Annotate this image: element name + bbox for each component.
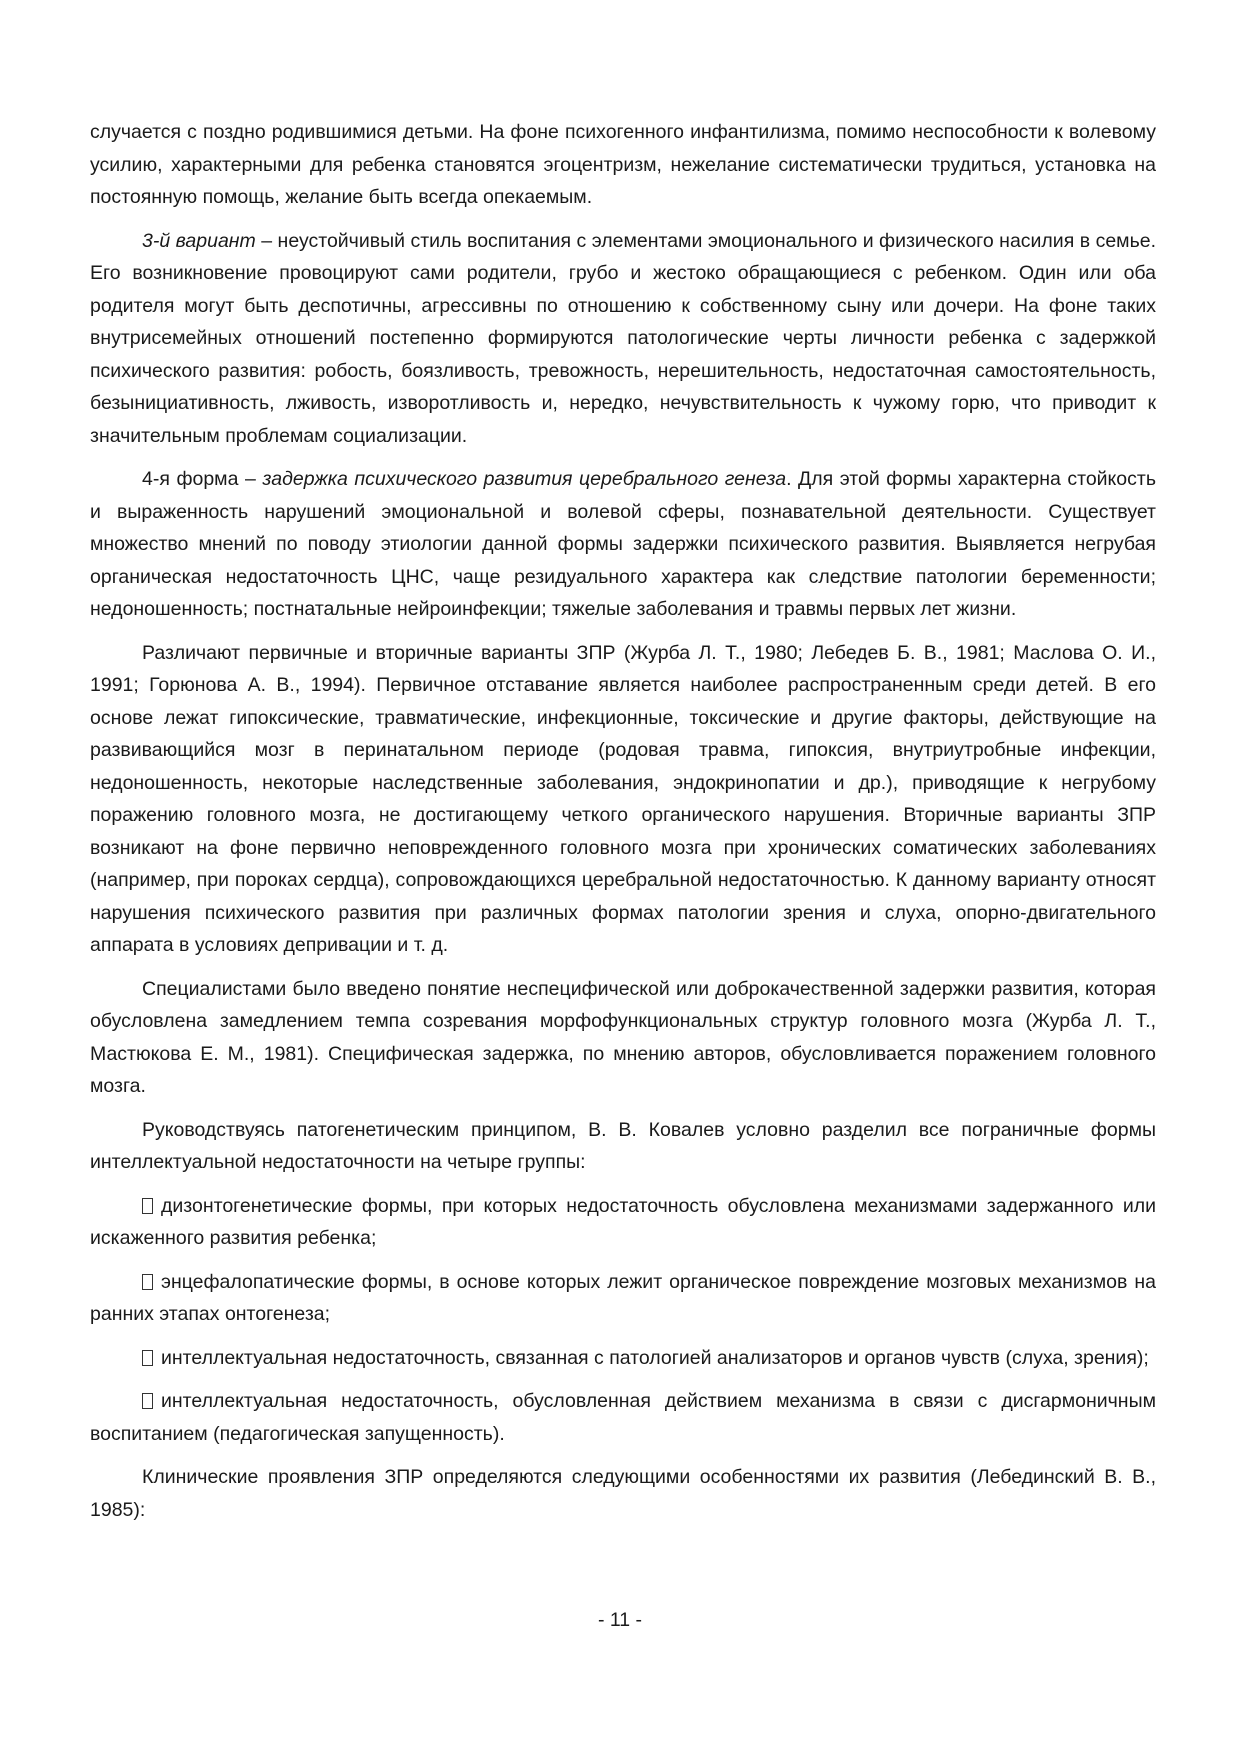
list-item <box>90 1342 1156 1375</box>
paragraph-6: Руководствуясь патогенетическим принципом, В. В. Ковалев условно разделил все пограничные формы интеллектуальной недостаточности на четыре группы: <box>90 1118 1156 1173</box>
bullet-box-icon <box>142 1274 153 1290</box>
bullet-box-icon <box>142 1350 153 1366</box>
list-item <box>90 1190 1156 1255</box>
paragraph-3-emphasis: задержка психического развития церебрального генеза <box>262 468 787 490</box>
list-item-text: интеллектуальная недостаточность, обусловленная действием механизма в связи с дисгармоничным воспитанием (педагогическая запущенность). <box>90 1390 1156 1445</box>
paragraph-1: случается с поздно родившимися детьми. На фоне психогенного инфантилизма, помимо неспособности к волевому усилию, характерными для ребенка становятся эгоцентризм, нежелание систематически трудиться, установка на постоянную помощь, желание быть всегда опекаемым. <box>90 121 1156 208</box>
list-item-text: энцефалопатические формы, в основе которых лежит органическое повреждение мозговых механизмов на ранних этапах онтогенеза; <box>90 1270 1156 1325</box>
paragraph-2 <box>90 225 1156 453</box>
bullet-box-icon <box>142 1393 153 1409</box>
page-number: - 11 - <box>597 1609 643 1631</box>
paragraph-2-lead: 3-й вариант <box>142 229 256 252</box>
list-item-text: интеллектуальная недостаточность, связанная с патологией анализаторов и органов чувств (слуха, зрения); <box>161 1346 1149 1369</box>
paragraph-3-text: . Для этой формы характерна стойкость и выраженность нарушений эмоциональной и волевой сферы, познавательной деятельности. Существует множество мнений по поводу этиологии данной формы задержки психического развития. Выявляется негрубая органическая недостаточность ЦНС, чаще резидуального характера как следствие патологии беременности; недоношенность; постнатальные нейроинфекции; тяжелые заболевания и травмы первых лет жизни. <box>90 468 1156 620</box>
paragraph-4: Различают первичные и вторичные варианты ЗПР (Журба Л. Т., 1980; Лебедев Б. В., 1981; Маслова О. И., 1991; Горюнова А. В., 1994). Первичное отставание является наиболее распространенным среди детей. В его основе лежат гипоксические, травматические, инфекционные, токсические и другие факторы, действующие на развивающийся мозг в перинатальном периоде (родовая травма, гипоксия, внутриутробные инфекции, недоношенность, некоторые наследственные заболевания, эндокринопатии и др.), приводящие к негрубому поражению головного мозга, не достигающему четкого органического нарушения. Вторичные варианты ЗПР возникают на фоне первично неповрежденного головного мозга при хронических соматических заболеваниях (например, при пороках сердца), сопровождающихся церебральной недостаточностью. К данному варианту относят нарушения психического развития при различных формах патологии зрения и слуха, опорно-двигательного аппарата в условиях депривации и т. д. <box>90 641 1156 956</box>
paragraph-2-text: – неустойчивый стиль воспитания с элементами эмоционального и физического насилия в семье. Его возникновение провоцируют сами родители, грубо и жестоко обращающиеся с ребенком. Один или оба родителя могут быть деспотичны, агрессивны по отношению к собственному сыну или дочери. На фоне таких внутрисемейных отношений постепенно формируются патологические черты личности ребенка с задержкой психического развития: робость, боязливость, тревожность, нерешительность, недостаточная самостоятельность, безынициативность, лживость, изворотливость и, нередко, нечувствительность к чужому горю, что приводит к значительным проблемам социализации. <box>90 229 1156 447</box>
document-page <box>90 116 1156 1537</box>
paragraph-5: Специалистами было введено понятие неспецифической или доброкачественной задержки развития, которая обусловлена замедлением темпа созревания морфофункциональных структур головного мозга (Журба Л. Т., Мастюкова Е. М., 1981). Специфическая задержка, по мнению авторов, обусловливается поражением головного мозга. <box>90 977 1156 1097</box>
list-item <box>90 1385 1156 1450</box>
paragraph-3-lead: 4-я форма – <box>142 468 263 490</box>
bullet-box-icon <box>142 1198 153 1214</box>
paragraph-7: Клинические проявления ЗПР определяются следующими особенностями их развития (Лебединский В. В., 1985): <box>90 1466 1156 1521</box>
list-item-text: дизонтогенетические формы, при которых недостаточность обусловлена механизмами задержанного или искаженного развития ребенка; <box>90 1194 1156 1249</box>
list-item <box>90 1266 1156 1331</box>
paragraph-3 <box>90 463 1156 626</box>
